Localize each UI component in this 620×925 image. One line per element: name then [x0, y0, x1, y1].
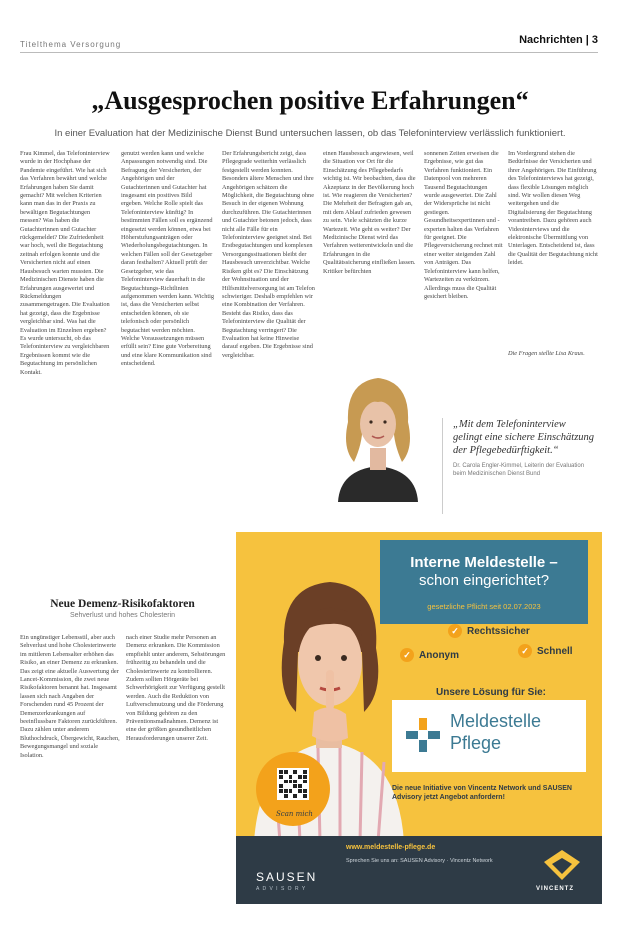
ad-title-line2: schon eingerichtet?	[418, 572, 550, 589]
sidebar-column-2: nach einer Studie mehr Personen an Demenz erkranken. Die Kommission empfiehlt unter anderem, Sehstörungen frühzeitig zu behandeln und die Cholesterinwerte zu kontrollieren. Zudem sollten Hörgeräte bei Schwerhörigkeit zur Verfügung gestellt werden. Auch die Reduktion von Luftverschmutzung und die Förderung von Bildung gehören zu den Präventionsmaßnahmen. Demenz ist eine der größten gesundheitlichen Herausforderungen unserer Zeit.	[126, 634, 226, 742]
article-column-4: einen Hausbesuch angewiesen, weil die Situation vor Ort für die Einschätzung des Pflegebedarfs wichtig ist. Wir beobachten, dass die Akzeptanz in der Bevölkerung hoch ist. Wie reagieren die Versicherten? Die Mehrheit der Befragten gab an, mit dem Ablauf zufrieden gewesen zu sein. Viele schätzten die kurze Wartezeit. Wie geht es weiter? Der Medizinische Dienst wird das Verfahren weiterentwickeln und die Erfahrungen in die Qualitätssicherung einfließen lassen. Kritiker befürchten	[323, 150, 416, 275]
pull-quote-text: „Mit dem Telefoninterview gelingt eine sichere Einschätzung der Pflegebedürftigkeit.“	[453, 419, 595, 456]
check-icon: ✓	[448, 624, 462, 638]
meldestelle-logo-icon	[404, 716, 442, 754]
header-divider	[20, 52, 598, 53]
article-column-6: Im Vordergrund stehen die Bedürfnisse der Versicherten und ihrer Angehörigen. Die Einführung des Telefoninterviews hat gezeigt, dass flexible Lösungen möglich sind. Wir wollen diesen Weg weitergehen und die Digitalisierung der Begutachtung vorantreiben. Dazu gehören auch Videointerviews und die elektronische Übermittlung von Unterlagen. Entscheidend ist, dass die Qualität der Begutachtung nicht leidet.	[508, 150, 598, 267]
ad-initiative-text: Die neue Initiative von Vincentz Network und SAUSEN Advisory jetzt Angebot anfordern!	[392, 785, 572, 801]
ad-footer	[236, 836, 602, 904]
vincentz-logo-text: VINCENTZ	[536, 886, 574, 892]
ad-contact-text: Sprechen Sie uns an: SAUSEN Advisory · Vincentz Network	[346, 858, 493, 864]
qr-scan-label: Scan mich	[276, 810, 313, 818]
ad-deadline: gesetzliche Pflicht seit 02.07.2023	[427, 602, 541, 611]
vincentz-logo-icon	[542, 848, 582, 882]
section-label: Titelthema Versorgung	[20, 40, 122, 49]
ad-feature-label: Rechtssicher	[467, 625, 530, 637]
check-icon: ✓	[518, 644, 532, 658]
ad-logo-box	[392, 700, 586, 772]
pull-quote	[442, 418, 596, 514]
ad-url-link[interactable]: www.meldestelle-pflege.de	[346, 844, 436, 851]
sidebar-column-1: Ein ungünstiger Lebensstil, aber auch Sehverlust und hohe Cholesterinwerte im mittleren Lebensalter erhöhen das Risiko, an einer Demenz zu erkranken. Das zeigt eine aktuelle Auswertung der Lancet-Kommission, die zwei neue Risikofaktoren benannt hat. Insgesamt lassen sich nach Angaben der Forschenden rund 45 Prozent der Demenzerkrankungen auf beeinflussbare Faktoren zurückführen. Dazu zählen unter anderem Bluthochdruck, Übergewicht, Rauchen, Bewegungsmangel und soziale Isolation.	[20, 634, 120, 759]
sidebar-headline: Neue Demenz-Risikofaktoren	[50, 598, 195, 610]
sidebar-deck: Sehverlust und hohes Cholesterin	[69, 612, 176, 619]
ad-feature-anonym	[400, 648, 459, 662]
sausen-logo: SAUSEN	[256, 870, 318, 884]
ad-solution-label: Unsere Lösung für Sie:	[435, 687, 546, 698]
ad-brand-line1: Meldestelle	[450, 711, 542, 731]
advertisement[interactable]	[236, 532, 602, 904]
article-column-3: Der Erfahrungsbericht zeigt, dass Pflegegrade weiterhin verlässlich festgestellt werden konnten. Besonders ältere Menschen und ihre Angehörigen schätzen die Möglichkeit, die Begutachtung ohne Besuch in der eigenen Wohnung durchzuführen. Die Gutachterinnen und Gutachter betonen jedoch, dass nicht alle Fälle für ein Telefoninterview geeignet sind. Bei Erstbegutachtungen und komplexen Versorgungssituationen bleibt der Hausbesuch unverzichtbar. Welche Risiken gibt es? Die Einschätzung der Wohnsituation und der Hilfsmittelversorgung ist am Telefon schwieriger. Deshalb empfehlen wir eine Kombination der Verfahren. Besteht das Risiko, dass das Telefoninterview die Qualität der Begutachtung verringert? Die Evaluation hat keine Hinweise darauf ergeben. Die Ergebnisse sind vergleichbar.	[222, 150, 315, 359]
article-deck: In einer Evaluation hat der Medizinische Dienst Bund untersuchen lassen, ob das Telefoninterview verlässlich funktioniert.	[54, 128, 566, 139]
ad-brand-line2: Pflege	[450, 733, 502, 753]
ad-feature-label: Anonym	[419, 649, 459, 661]
ad-brand-name	[450, 710, 541, 754]
pull-quote-attribution: Dr. Carola Engler-Kimmel, Leiterin der Evaluation beim Medizinischen Dienst Bund	[453, 463, 585, 477]
page-number: Nachrichten | 3	[519, 34, 598, 46]
article-headline: „Ausgesprochen positive Erfahrungen“	[91, 86, 529, 115]
article-column-1: Frau Kimmel, das Telefoninterview wurde in der Hochphase der Pandemie eingeführt. Wie hat sich das Verfahren bewährt und welche Erfahrungen haben Sie damit gemacht? Mit welchen Kriterien kann man das in der Praxis zu bewältigen Begutachtungen messen? Was haben die Gutachterinnen und Gutachter rückgemeldet? Die Zufriedenheit war hoch, weil die Begutachtung zeitnah erfolgen konnte und die Versicherten nicht auf einen Hausbesuch warten mussten. Die Medizinischen Dienste haben die Erfahrungen ausgewertet und Rückmeldungen zusammengetragen. Die Evaluation hat gezeigt, dass die Ergebnisse vergleichbar sind. Was hat die Evaluation im Einzelnen ergeben? Es wurde untersucht, ob das Telefoninterview zu vergleichbaren Ergebnissen kommt wie die Begutachtung im persönlichen Kontakt.	[20, 150, 110, 376]
interviewer-credit: Die Fragen stellte Lisa Kraus.	[508, 350, 585, 357]
qr-code[interactable]	[277, 768, 309, 800]
portrait-photo	[318, 362, 438, 502]
ad-feature-rechtssicher	[448, 624, 530, 638]
sausen-logo-sub: A D V I S O R Y	[256, 886, 307, 892]
ad-title-line1: Interne Meldestelle –	[410, 554, 558, 571]
article-column-5: sonnenen Zeiten erweisen die Ergebnisse, wie gut das Verfahren funktioniert. Ein Datenpool von mehreren Tausend Begutachtungen wurde ausgewertet. Die Zahl der Widersprüche ist nicht gestiegen. Gesundheitsexpertinnen und -experten halten das Verfahren für geeignet. Die Pflegeversicherung rechnet mit einer weiter steigenden Zahl von Anträgen. Das Telefoninterview kann helfen, Wartezeiten zu verkürzen. Allerdings muss die Qualität gesichert bleiben.	[424, 150, 503, 300]
article-column-2: genutzt werden kann und welche Anpassungen notwendig sind. Die Befragung der Versicherten, der Angehörigen und der Gutachterinnen und Gutachter hat insgesamt ein positives Bild ergeben. Welche Rolle spielt das Telefoninterview künftig? In bestimmten Fällen soll es ergänzend eingesetzt werden können, etwa bei Höherstufungsanträgen oder Wiederholungsbegutachtungen. In welchen Fällen soll der Gesetzgeber daran festhalten? Aktuell prüft der Gesetzgeber, wie das Telefoninterview dauerhaft in die Begutachtungs-Richtlinien aufgenommen werden kann. Wichtig ist, dass die Versicherten selbst entscheiden können, ob sie telefonisch oder persönlich begutachtet werden möchten. Welche Voraussetzungen müssen erfüllt sein? Eine gute Vorbereitung und eine klare Kommunikation sind entscheidend.	[121, 150, 214, 368]
ad-feature-schnell	[518, 644, 573, 658]
ad-feature-label: Schnell	[537, 645, 573, 657]
check-icon: ✓	[400, 648, 414, 662]
